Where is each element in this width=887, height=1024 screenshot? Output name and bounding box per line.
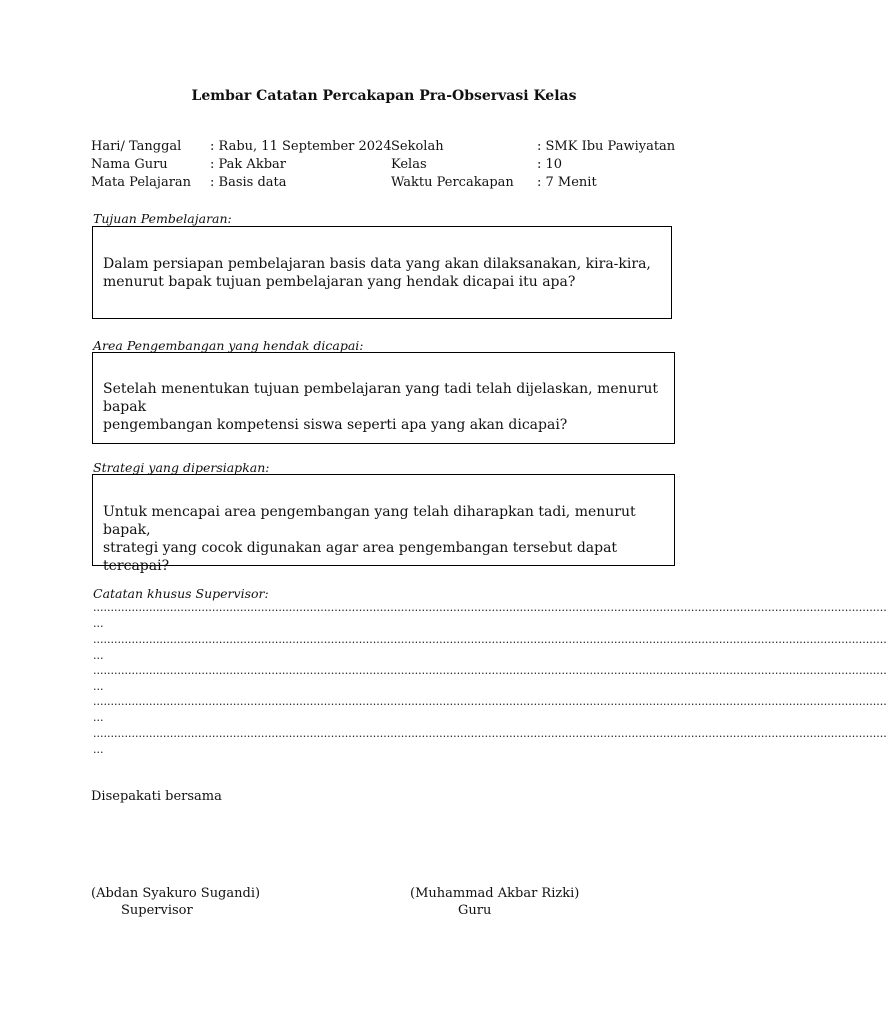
- notes-dotted-line: ...................................................................................................................................................................................................................................: [93, 601, 887, 614]
- notes-dotted-line: ...................................................................................................................................................................................................................................: [93, 633, 887, 646]
- notes-ellipsis: ...: [93, 680, 104, 693]
- signature-role-guru: Guru: [458, 903, 492, 918]
- notes-dotted-line: ...................................................................................................................................................................................................................................: [93, 727, 887, 740]
- label-nama-guru: Nama Guru: [91, 157, 168, 172]
- label-kelas: Kelas: [391, 157, 427, 172]
- label-waktu-percakapan: Waktu Percakapan: [391, 175, 514, 190]
- notes-ellipsis: ...: [93, 649, 104, 662]
- section-label-tujuan: Tujuan Pembelajaran:: [93, 211, 232, 226]
- signature-name-guru: (Muhammad Akbar Rizki): [410, 886, 580, 901]
- section-label-area: Area Pengembangan yang hendak dicapai:: [93, 338, 364, 353]
- document-title: Lembar Catatan Percakapan Pra-Observasi Kelas: [191, 88, 577, 104]
- notes-ellipsis: ...: [93, 743, 104, 756]
- section-text-line: Setelah menentukan tujuan pembelajaran yang tadi telah dijelaskan, menurut bapak: [103, 381, 658, 415]
- value-hari-tanggal: : Rabu, 11 September 2024: [210, 139, 392, 154]
- section-text-tujuan: [103, 255, 661, 291]
- section-text-line: strategi yang cocok digunakan agar area pengembangan tersebut dapat tercapai?: [103, 540, 618, 574]
- notes-dotted-line: ...................................................................................................................................................................................................................................: [93, 695, 887, 708]
- agreement-text: Disepakati bersama: [91, 789, 222, 804]
- section-text-line: pengembangan kompetensi siswa seperti apa yang akan dicapai?: [103, 417, 568, 433]
- notes-dotted-line: ...................................................................................................................................................................................................................................: [93, 664, 887, 677]
- section-text-line: Untuk mencapai area pengembangan yang telah diharapkan tadi, menurut bapak,: [103, 504, 636, 538]
- value-waktu-percakapan: : 7 Menit: [537, 175, 597, 190]
- signature-name-supervisor: (Abdan Syakuro Sugandi): [91, 886, 261, 901]
- info-left-values: [210, 138, 392, 192]
- signature-role-supervisor: Supervisor: [121, 903, 193, 918]
- notes-ellipsis: ...: [93, 617, 104, 630]
- value-mata-pelajaran: : Basis data: [210, 175, 287, 190]
- section-box-tujuan: [92, 226, 672, 319]
- info-right-labels: [391, 138, 514, 192]
- section-text-area: [103, 380, 664, 434]
- info-right-values: [537, 138, 675, 192]
- value-nama-guru: : Pak Akbar: [210, 157, 286, 172]
- info-left-labels: [91, 138, 191, 192]
- supervisor-notes-label: Catatan khusus Supervisor:: [93, 586, 269, 601]
- value-kelas: : 10: [537, 157, 563, 172]
- label-sekolah: Sekolah: [391, 139, 444, 154]
- label-mata-pelajaran: Mata Pelajaran: [91, 175, 192, 190]
- section-text-line: menurut bapak tujuan pembelajaran yang hendak dicapai itu apa?: [103, 274, 576, 290]
- label-hari-tanggal: Hari/ Tanggal: [91, 139, 182, 154]
- notes-ellipsis: ...: [93, 711, 104, 724]
- section-text-strategi: [103, 503, 664, 575]
- value-sekolah: : SMK Ibu Pawiyatan: [537, 139, 676, 154]
- section-text-line: Dalam persiapan pembelajaran basis data yang akan dilaksanakan, kira-kira,: [103, 256, 651, 272]
- section-box-area: [92, 352, 675, 444]
- section-label-strategi: Strategi yang dipersiapkan:: [93, 460, 270, 475]
- section-box-strategi: [92, 474, 675, 574]
